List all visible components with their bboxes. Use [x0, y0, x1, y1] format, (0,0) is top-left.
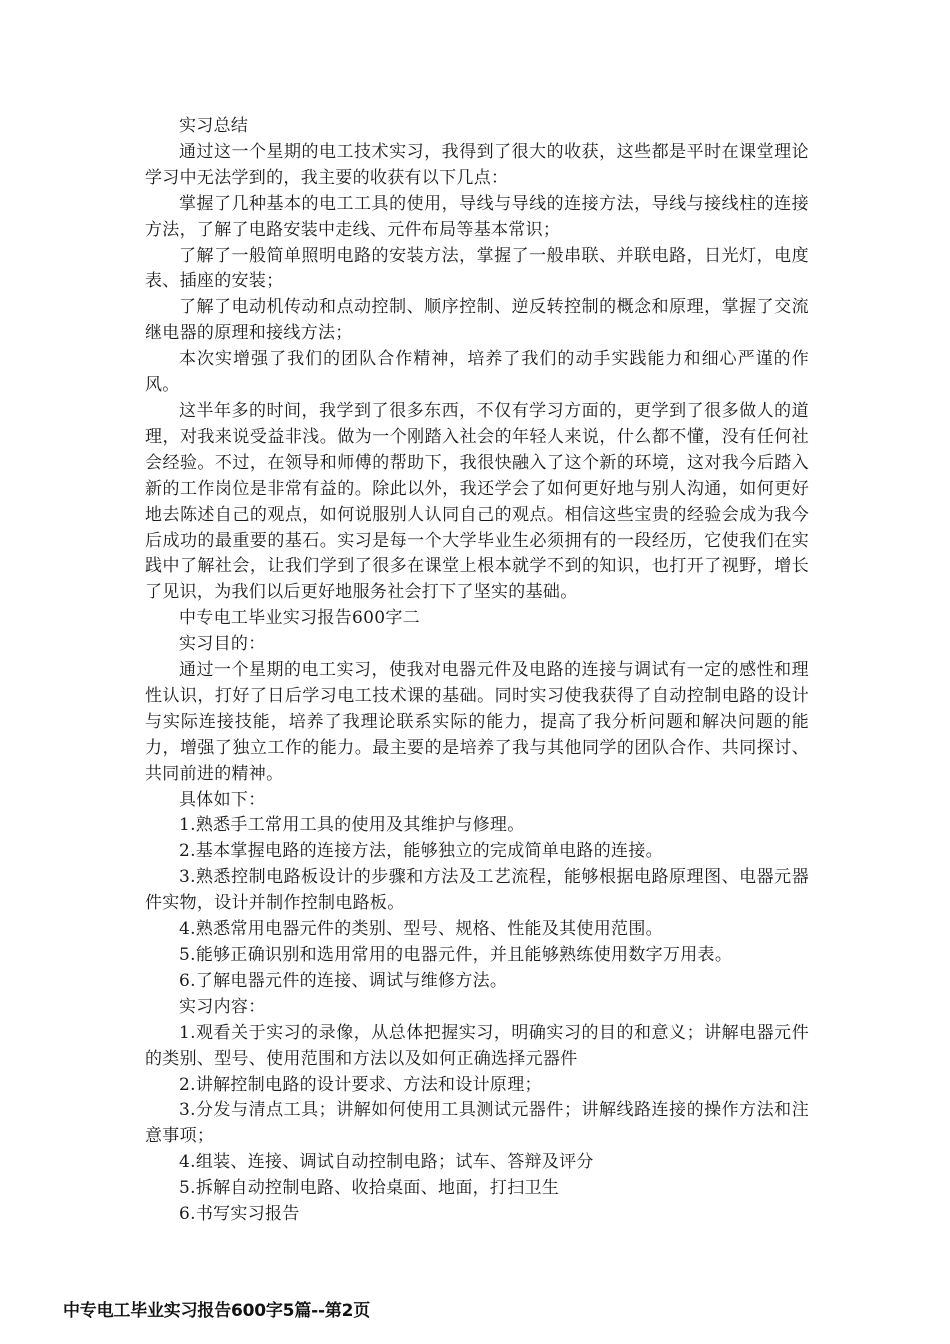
paragraph-intro: 通过这一个星期的电工技术实习，我得到了很大的收获，这些都是平时在课堂理论学习中无法学到的，我主要的收获有以下几点：	[145, 141, 809, 188]
list-item: 6.了解电器元件的连接、调试与维修方法。	[179, 970, 508, 991]
section-heading-content: 实习内容：	[179, 996, 266, 1017]
list-item: 4.熟悉常用电器元件的类别、型号、规格、性能及其使用范围。	[179, 919, 663, 940]
paragraph-lighting: 了解了一般简单照明电路的安装方法，掌握了一般串联、并联电路，日光灯，电度表、插座的安装；	[145, 245, 809, 292]
paragraph-tools: 掌握了几种基本的电工工具的使用，导线与导线的连接方法，导线与接线柱的连接方法，了解了电路安装中走线、元件布局等基本常识；	[145, 193, 809, 240]
paragraph-teamwork: 本次实增强了我们的团队合作精神，培养了我们的动手实践能力和细心严谨的作风。	[145, 349, 809, 396]
page-footer: 中专电工毕业实习报告600字5篇--第2页	[63, 1301, 371, 1321]
list-item: 2.讲解控制电路的设计要求、方法和设计原理；	[179, 1074, 542, 1095]
list-item: 1.熟悉手工常用工具的使用及其维护与修理。	[179, 815, 525, 836]
document-body	[145, 114, 809, 1228]
paragraph-reflection: 这半年多的时间，我学到了很多东西，不仅有学习方面的，更学到了很多做人的道理，对我来说受益非浅。做为一个刚踏入社会的年轻人来说，什么都不懂，没有任何社会经验。不过，在领导和师傅的帮助下，我很快融入了这个新的环境，这对我今后踏入新的工作岗位是非常有益的。除此以外，我还学会了如何更好地与别人沟通，如何更好地去陈述自己的观点，如何说服别人认同自己的观点。相信这些宝贵的经验会成为我今后成功的最重要的基石。实习是每一个大学毕业生必须拥有的一段经历，它使我们在实践中了解社会，让我们学到了很多在课堂上根本就学不到的知识，也打开了视野，增长了见识，为我们以后更好地服务社会打下了坚实的基础。	[145, 400, 809, 603]
list-item: 3.熟悉控制电路板设计的步骤和方法及工艺流程，能够根据电路原理图、电器元器件实物，设计并制作控制电路板。	[145, 867, 809, 914]
list-item: 5.能够正确识别和选用常用的电器元件，并且能够熟练使用数字万用表。	[179, 945, 733, 965]
list-item: 2.基本掌握电路的连接方法，能够独立的完成简单电路的连接。	[179, 841, 663, 862]
list-item: 4.组装、连接、调试自动控制电路；试车、答辩及评分	[179, 1152, 594, 1173]
list-item: 5.拆解自动控制电路、收拾桌面、地面，打扫卫生	[179, 1178, 560, 1199]
paragraph-purpose: 通过一个星期的电工实习，使我对电器元件及电路的连接与调试有一定的感性和理性认识，打好了日后学习电工技术课的基础。同时实习使我获得了自动控制电路的设计与实际连接技能，培养了我理论联系实际的能力，提高了我分析问题和解决问题的能力，增强了独立工作的能力。最主要的是培养了我与其他同学的团队合作、共同探讨、共同前进的精神。	[145, 660, 809, 784]
section-heading-summary: 实习总结	[179, 116, 249, 136]
list-item: 1.观看关于实习的录像，从总体把握实习，明确实习的目的和意义；讲解电器元件的类别、型号、使用范围和方法以及如何正确选择元器件	[145, 1022, 809, 1069]
section-heading-purpose: 实习目的：	[179, 634, 266, 655]
list-item: 6.书写实习报告	[179, 1204, 300, 1225]
section-heading-report-two: 中专电工毕业实习报告600字二	[179, 608, 420, 629]
list-item: 3.分发与清点工具；讲解如何使用工具测试元器件；讲解线路连接的操作方法和注意事项；	[145, 1100, 809, 1147]
paragraph-motor-control: 了解了电动机传动和点动控制、顺序控制、逆反转控制的概念和原理，掌握了交流继电器的原理和接线方法；	[145, 297, 809, 344]
section-heading-details: 具体如下：	[179, 789, 266, 810]
